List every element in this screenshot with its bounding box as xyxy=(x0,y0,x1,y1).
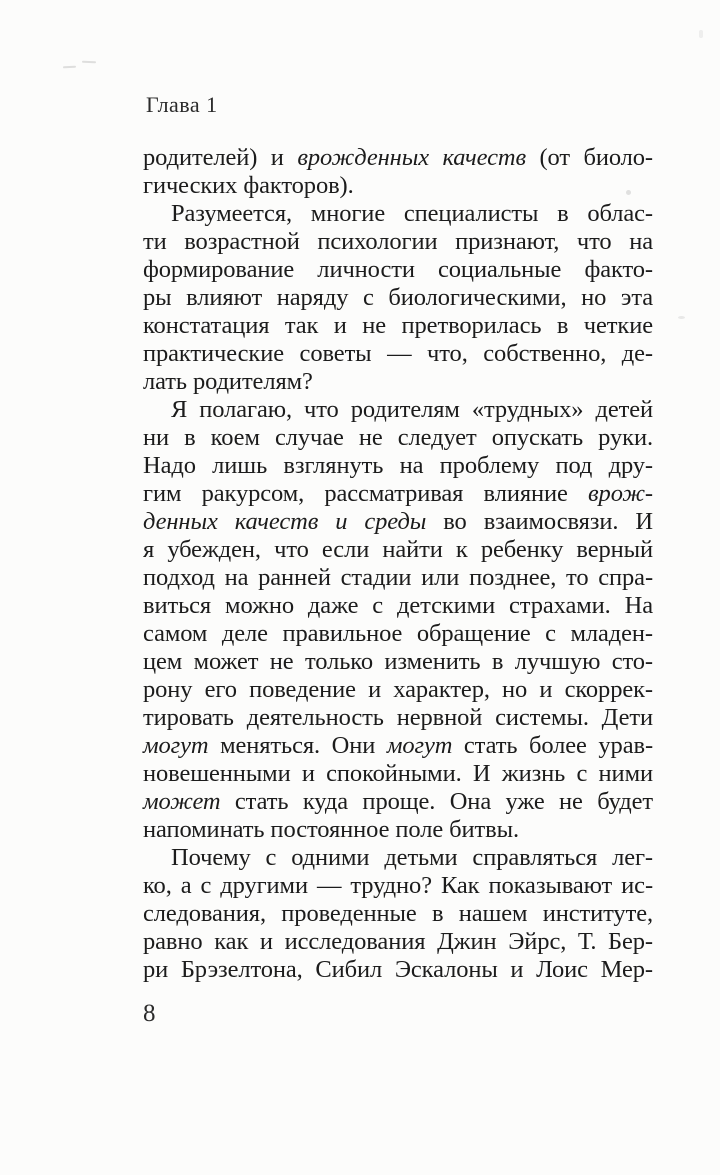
text-segment: (от биоло- xyxy=(525,144,653,171)
text-line xyxy=(143,228,653,256)
text-line xyxy=(143,396,653,424)
text-segment: ти возрастной психологии признают, что на xyxy=(143,228,653,255)
text-segment: Я полагаю, что родителям «трудных» детей xyxy=(171,396,653,423)
body-text xyxy=(143,144,653,984)
text-segment: формирование личности социальные факто- xyxy=(143,256,653,283)
scan-mark xyxy=(63,66,76,69)
text-segment: лать родителям? xyxy=(143,368,313,395)
text-segment: меняться. Они xyxy=(208,732,387,759)
text-line xyxy=(143,956,653,984)
text-line xyxy=(143,704,653,732)
text-segment: во взаимосвязи. И xyxy=(426,508,653,535)
text-line xyxy=(143,452,653,480)
text-segment: гических факторов). xyxy=(143,172,354,199)
page-number: 8 xyxy=(143,1000,156,1027)
text-line xyxy=(143,788,653,816)
text-segment: Почему с одними детьми справляться лег- xyxy=(171,844,653,871)
text-segment: стать более урав- xyxy=(452,732,653,759)
scan-speck xyxy=(678,316,685,319)
text-line xyxy=(143,508,653,536)
text-line xyxy=(143,536,653,564)
text-line xyxy=(143,928,653,956)
text-line xyxy=(143,256,653,284)
text-line xyxy=(143,676,653,704)
text-segment: равно как и исследования Джин Эйрс, Т. Бер- xyxy=(143,928,653,955)
text-line xyxy=(143,368,653,396)
text-segment: ни в коем случае не следует опускать руки. xyxy=(143,424,653,451)
text-segment: следования, проведенные в нашем институте, xyxy=(143,900,653,927)
text-line xyxy=(143,872,653,900)
text-line xyxy=(143,900,653,928)
text-segment: ко, а с другими — трудно? Как показывают ис- xyxy=(143,872,653,899)
text-segment: подход на ранней стадии или позднее, то спра- xyxy=(143,564,653,591)
text-segment: рону его поведение и характер, но и скоррек- xyxy=(143,676,653,703)
text-segment: ри Брэзелтона, Сибил Эскалоны и Лоис Мер- xyxy=(143,956,653,983)
text-segment: виться можно даже с детскими страхами. На xyxy=(143,592,653,619)
italic-text-segment: может xyxy=(143,788,221,815)
text-line xyxy=(143,480,653,508)
text-line xyxy=(143,424,653,452)
text-line xyxy=(143,340,653,368)
text-segment: тировать деятельность нервной системы. Дети xyxy=(143,704,653,731)
text-segment: гим ракурсом, рассматривая влияние xyxy=(143,480,589,507)
text-segment: Разумеется, многие специалисты в облас- xyxy=(171,200,653,227)
text-segment: самом деле правильное обращение с младен- xyxy=(143,620,653,647)
text-line xyxy=(143,144,653,172)
text-line xyxy=(143,816,653,844)
text-line xyxy=(143,648,653,676)
text-line xyxy=(143,732,653,760)
text-segment: родителей) и xyxy=(143,144,298,171)
text-segment: практические советы — что, собственно, де- xyxy=(143,340,653,367)
text-segment: я убежден, что если найти к ребенку верный xyxy=(143,536,653,563)
text-line xyxy=(143,844,653,872)
text-line xyxy=(143,200,653,228)
italic-text-segment: могут xyxy=(386,732,453,759)
text-segment: ры влияют наряду с биологическими, но эта xyxy=(143,284,653,311)
chapter-header: Глава 1 xyxy=(146,92,218,117)
text-line xyxy=(143,760,653,788)
text-line xyxy=(143,592,653,620)
text-segment: констатация так и не претворилась в четкие xyxy=(143,312,653,339)
text-segment: цем может не только изменить в лучшую сто- xyxy=(143,648,653,675)
text-line xyxy=(143,172,653,200)
italic-text-segment: денных качеств и среды xyxy=(143,508,427,535)
italic-text-segment: врож- xyxy=(588,480,653,507)
text-segment: напоминать постоянное поле битвы. xyxy=(143,816,519,843)
italic-text-segment: врожденных качеств xyxy=(297,144,526,171)
text-segment: Надо лишь взглянуть на проблему под дру- xyxy=(143,452,653,479)
scan-speck xyxy=(699,30,703,38)
italic-text-segment: могут xyxy=(143,732,209,759)
text-line xyxy=(143,312,653,340)
text-segment: стать куда проще. Она уже не будет xyxy=(220,788,653,815)
scan-mark xyxy=(82,61,96,63)
text-line xyxy=(143,620,653,648)
text-line xyxy=(143,564,653,592)
text-segment: новешенными и спокойными. И жизнь с ними xyxy=(143,760,653,787)
text-line xyxy=(143,284,653,312)
